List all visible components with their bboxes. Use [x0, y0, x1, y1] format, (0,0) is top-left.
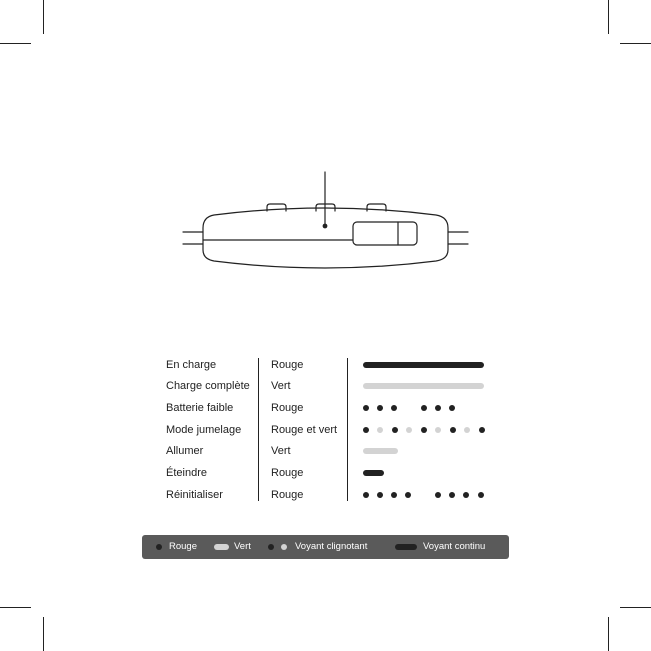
table-row	[0, 398, 651, 418]
table-row	[0, 420, 651, 440]
pattern-blink-red	[363, 398, 503, 418]
state-label: Charge complète	[166, 380, 250, 392]
solid-green-bar	[363, 383, 484, 389]
state-label: Allumer	[166, 445, 204, 457]
red-dot	[363, 405, 369, 411]
pattern-short-red	[363, 463, 503, 483]
short-red-bar	[363, 470, 384, 476]
blink-green-swatch	[281, 544, 287, 550]
state-label: Éteindre	[166, 467, 207, 479]
table-row	[0, 485, 651, 505]
solid-swatch	[395, 544, 417, 550]
red-dot	[449, 492, 455, 498]
table-row	[0, 355, 651, 375]
red-dot	[377, 405, 383, 411]
state-label: Mode jumelage	[166, 424, 242, 436]
red-dot	[449, 405, 455, 411]
solid-red-bar	[363, 362, 484, 368]
color-label: Rouge	[271, 359, 304, 371]
state-label: Batterie faible	[166, 402, 234, 414]
crop-mark	[43, 617, 44, 651]
state-label: Réinitialiser	[166, 489, 223, 501]
color-label: Rouge	[271, 489, 304, 501]
state-label: En charge	[166, 359, 217, 371]
legend-blinking-label: Voyant clignotant	[295, 541, 368, 552]
pattern-short-green	[363, 441, 503, 461]
blink-red-swatch	[268, 544, 274, 550]
red-dot	[463, 492, 469, 498]
short-green-bar	[363, 448, 398, 454]
red-swatch	[156, 544, 162, 550]
red-dot	[377, 492, 383, 498]
color-label: Rouge	[271, 402, 304, 414]
green-dot	[377, 427, 383, 433]
green-dot	[464, 427, 470, 433]
red-dot	[478, 492, 484, 498]
slider-switch	[353, 222, 417, 245]
table-row	[0, 463, 651, 483]
red-dot	[363, 492, 369, 498]
pattern-solid-red	[363, 355, 503, 375]
table-row	[0, 376, 651, 396]
red-dot	[450, 427, 456, 433]
green-swatch	[214, 544, 229, 550]
pattern-blink-red-long	[363, 485, 503, 505]
pattern-solid-green	[363, 376, 503, 396]
pattern-blink-red-green	[363, 420, 503, 440]
table-row	[0, 441, 651, 461]
crop-mark	[0, 607, 31, 608]
red-dot	[421, 427, 427, 433]
color-label: Rouge et vert	[271, 424, 338, 436]
legend-green-label: Vert	[234, 541, 251, 552]
red-dot	[479, 427, 485, 433]
red-dot	[391, 405, 397, 411]
device-illustration	[0, 0, 651, 300]
legend-solid-label: Voyant continu	[423, 541, 486, 552]
legend-red-label: Rouge	[169, 541, 197, 552]
color-label: Vert	[271, 445, 291, 457]
red-dot	[405, 492, 411, 498]
red-dot	[391, 492, 397, 498]
color-label: Rouge	[271, 467, 304, 479]
red-dot	[392, 427, 398, 433]
color-label: Vert	[271, 380, 291, 392]
red-dot	[435, 492, 441, 498]
led-indicator	[323, 224, 328, 229]
crop-mark	[620, 607, 651, 608]
green-dot	[435, 427, 441, 433]
red-dot	[363, 427, 369, 433]
red-dot	[435, 405, 441, 411]
crop-mark	[608, 617, 609, 651]
red-dot	[421, 405, 427, 411]
legend-bar	[142, 535, 509, 559]
green-dot	[406, 427, 412, 433]
